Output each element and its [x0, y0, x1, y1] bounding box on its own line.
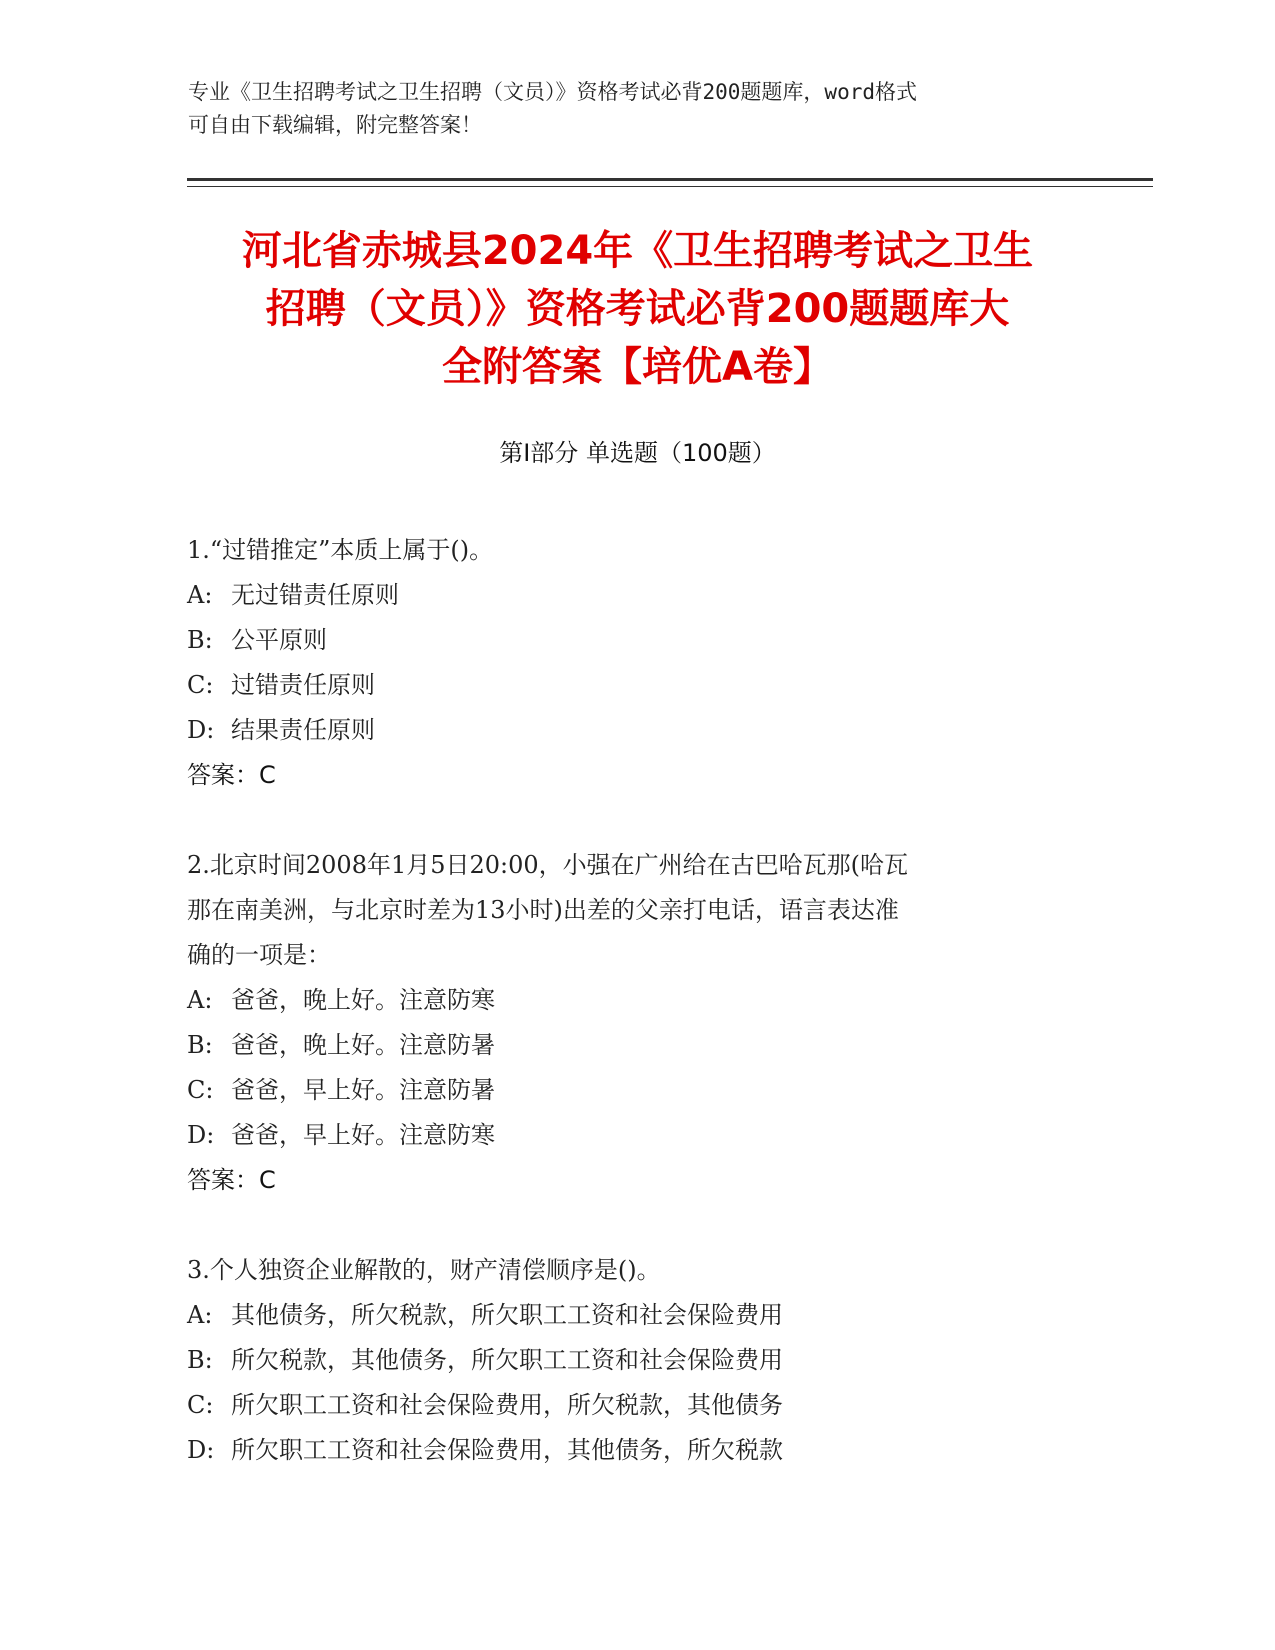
- question-stem-line-3: 确的一项是：: [187, 941, 331, 969]
- option-text: 其他债务，所欠税款，所欠职工工资和社会保险费用: [231, 1301, 783, 1329]
- option-c: [187, 1068, 1087, 1113]
- option-label: C:: [187, 671, 214, 699]
- option-a: [187, 1293, 1087, 1338]
- header-rule-thin: [187, 186, 1153, 187]
- option-d: [187, 1113, 1087, 1158]
- option-text: 过错责任原则: [231, 671, 375, 699]
- option-b: [187, 618, 1087, 663]
- option-b: [187, 1338, 1087, 1383]
- option-text: 所欠税款，其他债务，所欠职工工资和社会保险费用: [231, 1346, 783, 1374]
- question-list: [187, 528, 1087, 1518]
- option-label: A:: [187, 986, 213, 1014]
- option-label: D:: [187, 1436, 215, 1464]
- option-c: [187, 1383, 1087, 1428]
- question-stem-line-2: 那在南美洲，与北京时差为13小时)出差的父亲打电话，语言表达准: [187, 896, 899, 924]
- option-d: [187, 708, 1087, 753]
- header-note-line-2: 可自由下载编辑，附完整答案！: [188, 113, 482, 137]
- title-line-3: 全附答案【培优A卷】: [442, 344, 833, 390]
- header-note-line-1: 专业《卫生招聘考试之卫生招聘（文员）》资格考试必背200题题库，word格式: [188, 80, 917, 104]
- option-label: D:: [187, 716, 215, 744]
- option-label: A:: [187, 1301, 213, 1329]
- option-c: [187, 663, 1087, 708]
- question-2: [187, 843, 1087, 1203]
- option-d: [187, 1428, 1087, 1473]
- header-note: [188, 76, 1088, 142]
- option-b: [187, 1023, 1087, 1068]
- option-label: B:: [187, 1346, 213, 1374]
- option-label: C:: [187, 1391, 214, 1419]
- document-title: [150, 222, 1125, 396]
- option-a: [187, 573, 1087, 618]
- question-stem: 3.个人独资企业解散的，财产清偿顺序是()。: [187, 1256, 661, 1284]
- option-label: C:: [187, 1076, 214, 1104]
- option-text: 所欠职工工资和社会保险费用，所欠税款，其他债务: [231, 1391, 783, 1419]
- option-text: 无过错责任原则: [231, 581, 399, 609]
- option-label: D:: [187, 1121, 215, 1149]
- question-stem: 1.“过错推定”本质上属于()。: [187, 536, 494, 564]
- question-stem-line-1: 2.北京时间2008年1月5日20:00，小强在广州给在古巴哈瓦那(哈瓦: [187, 851, 909, 879]
- option-text: 公平原则: [231, 626, 327, 654]
- option-label: B:: [187, 626, 213, 654]
- option-text: 爸爸，晚上好。注意防暑: [231, 1031, 495, 1059]
- option-label: B:: [187, 1031, 213, 1059]
- option-text: 结果责任原则: [231, 716, 375, 744]
- option-text: 爸爸，晚上好。注意防寒: [231, 986, 495, 1014]
- title-line-2: 招聘（文员）》资格考试必背200题题库大: [265, 286, 1010, 332]
- question-3: [187, 1248, 1087, 1473]
- option-text: 爸爸，早上好。注意防寒: [231, 1121, 495, 1149]
- answer: 答案：C: [187, 1166, 276, 1194]
- option-a: [187, 978, 1087, 1023]
- question-1: [187, 528, 1087, 798]
- option-text: 爸爸，早上好。注意防暑: [231, 1076, 495, 1104]
- answer: 答案：C: [187, 761, 276, 789]
- option-label: A:: [187, 581, 213, 609]
- title-line-1: 河北省赤城县2024年《卫生招聘考试之卫生: [241, 228, 1034, 274]
- header-rule-thick: [187, 178, 1153, 181]
- section-title: 第Ⅰ部分 单选题（100题）: [499, 439, 776, 467]
- option-text: 所欠职工工资和社会保险费用，其他债务，所欠税款: [231, 1436, 783, 1464]
